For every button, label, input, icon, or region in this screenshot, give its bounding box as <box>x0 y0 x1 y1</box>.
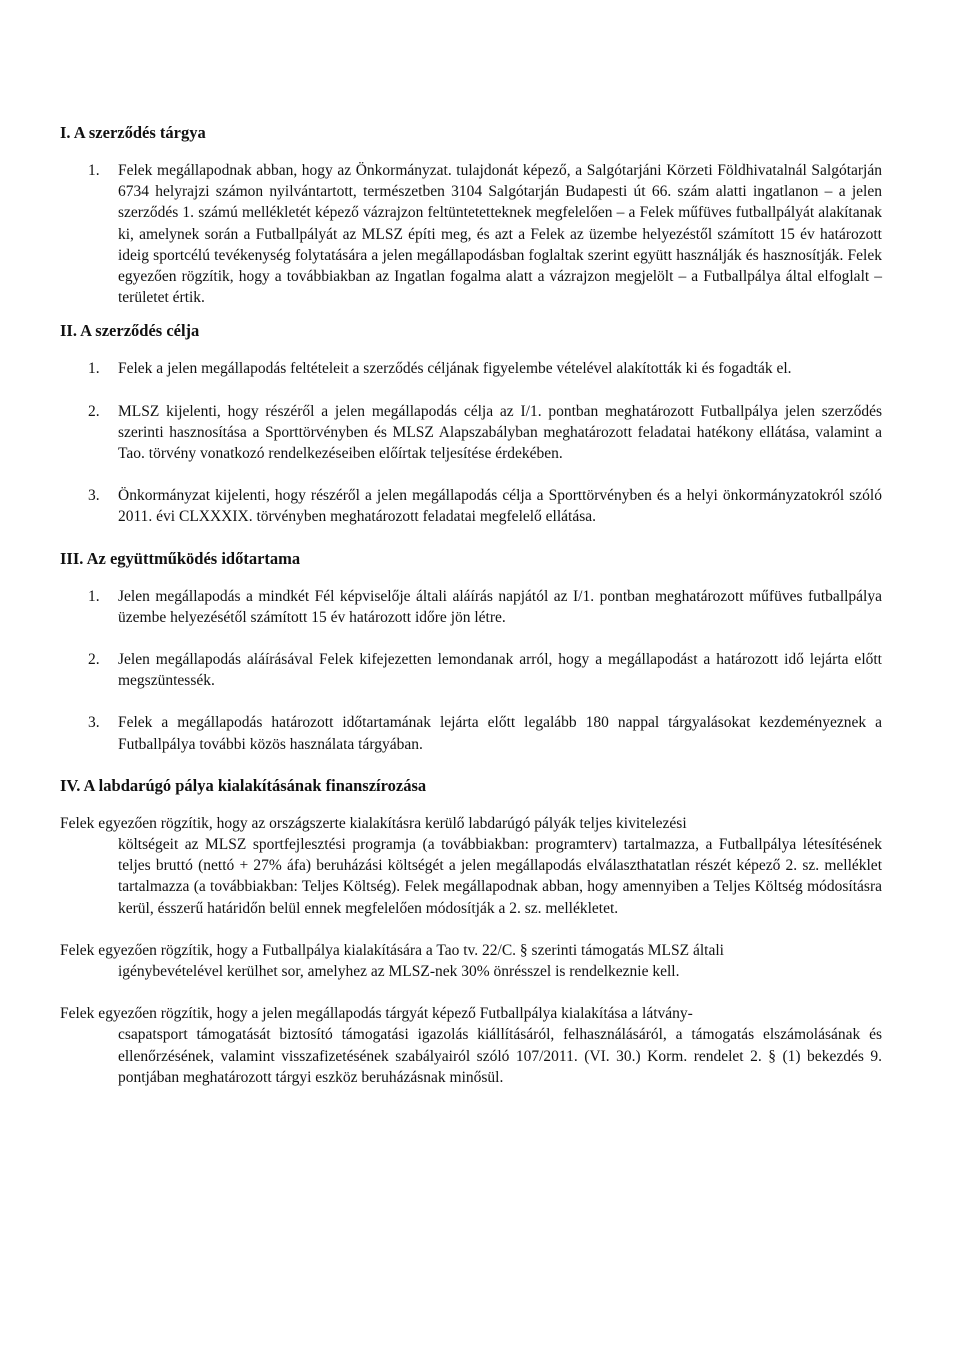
list-item <box>60 586 882 628</box>
section-heading-financing: IV. A labdarúgó pálya kialakításának finanszírozása <box>60 775 427 795</box>
paragraph-continuation: csapatsport támogatását biztosító támogatási igazolás kiállításáról, felhasználásáról, a támogatás elszámolásának és ellenőrzésének, valamint visszafizetésének szabályairól szóló 107/2011. (VI. 30.) Korm. rendelet 2. § (1) bekezdés 9. pontjában meghatározott tárgyi eszköz beruházásnak minősül. <box>118 1026 882 1086</box>
item-number: 2. <box>88 402 100 420</box>
item-text: Önkormányzat kijelenti, hogy részéről a jelen megállapodás célja a Sporttörvényben és a helyi önkormányzatokról szóló 2011. évi CLXXXIX. törvényben meghatározott feladatai megfelelő ellátása. <box>118 487 882 526</box>
section-heading-duration: III. Az együttműködés időtartama <box>60 548 301 568</box>
item-number: 1. <box>88 360 100 378</box>
paragraph-first-line: Felek egyezően rögzítik, hogy a jelen megállapodás tárgyát képező Futballpálya kialakítása a látvány- <box>60 1005 693 1023</box>
paragraph-first-line: Felek egyezően rögzítik, hogy a Futballpálya kialakítására a Tao tv. 22/C. § szerinti támogatás MLSZ általi <box>60 941 724 959</box>
list-item <box>60 160 882 308</box>
item-number: 2. <box>88 651 100 669</box>
item-text: Felek a megállapodás határozott időtartamának lejárta előtt legalább 180 nappal tárgyalásokat kezdeményeznek a Futballpálya további közös használata tárgyában. <box>118 714 882 753</box>
item-number: 1. <box>88 162 100 179</box>
item-text: Felek a jelen megállapodás feltételeit a szerződés céljának figyelembe vételével alakították ki és fogadták el. <box>118 360 792 378</box>
paragraph-first-line: Felek egyezően rögzítik, hogy az országszerte kialakításra kerülő labdarúgó pályák teljes kivitelezési <box>60 814 687 832</box>
paragraph <box>60 940 882 982</box>
list-item <box>60 358 882 379</box>
item-text: Jelen megállapodás a mindkét Fél képviselője általi aláírás napjától az I/1. pontban meghatározott műfüves futballpálya üzembe helyezésétől számított 15 év határozott időre jön létre. <box>118 587 882 626</box>
paragraph <box>60 813 882 919</box>
paragraph <box>60 1003 882 1088</box>
paragraph-continuation: költségeit az MLSZ sportfejlesztési programja (a továbbiakban: programterv) tartalmazza, a Futballpálya létesítésének teljes bruttó (nettó + 27% áfa) beruházási költségét a jelen megállapodás elválaszthatatlan részét képező 2. sz. melléklet tartalmazza (a továbbiakban: Teljes Költség). Felek megállapodnak abban, hogy amennyiben a Teljes Költség módosításra kerül, ésszerű határidőn belül ennek megfelelően módosítják a 2. sz. mellékletet. <box>118 836 882 917</box>
list-item <box>60 485 882 527</box>
item-text: Felek megállapodnak abban, hogy az Önkormányzat. tulajdonát képező, a Salgótarjáni Körzeti Földhivatalnál Salgótarján 6734 helyrajzi számon nyilvántartott, természetben 3104 Salgótarján Budapesti út 66. szám alatti ingatlanon – a jelen szerződés 1. számú mellékletét képező vázrajzon feltüntetetteknek megfelelően – a Felek műfüves futballpályát alakítanak ki, amelynek során a Futballpályát az MLSZ építi meg, és azt a Felek az üzembe helyezéstől számított 15 év határozott ideig sportcélú tevékenység folytatására a jelen megállapodásban foglaltak szerint együtt használják és hasznosítják. Felek egyezően rögzítik, hogy a továbbiakban az Ingatlan fogalma alatt a vázrajzon megjelölt – a Futballpálya által elfoglalt – területet értik. <box>118 162 882 307</box>
section-heading-subject: I. A szerződés tárgya <box>60 123 206 142</box>
item-number: 1. <box>88 587 100 605</box>
list-item <box>60 649 882 691</box>
item-text: MLSZ kijelenti, hogy részéről a jelen megállapodás célja az I/1. pontban meghatározott Futballpálya jelen szerződés szerinti hasznosítása a Sporttörvényben és MLSZ Alapszabályban meghatározott feladatai hatékony ellátása, valamint a Tao. törvény vonatkozó rendelkezéseiben előírtak teljesítése érdekében. <box>118 402 882 463</box>
list-item <box>60 401 882 465</box>
item-number: 3. <box>88 487 100 505</box>
paragraph-continuation: igénybevételével kerülhet sor, amelyhez az MLSZ-nek 30% önrésszel is rendelkeznie kell. <box>118 963 680 981</box>
list-item <box>60 712 882 754</box>
section-heading-purpose: II. A szerződés célja <box>60 321 200 341</box>
item-text: Jelen megállapodás aláírásával Felek kifejezetten lemondanak arról, hogy a megállapodást a határozott idő lejárta előtt megszüntessék. <box>118 651 882 690</box>
item-number: 3. <box>88 714 100 732</box>
